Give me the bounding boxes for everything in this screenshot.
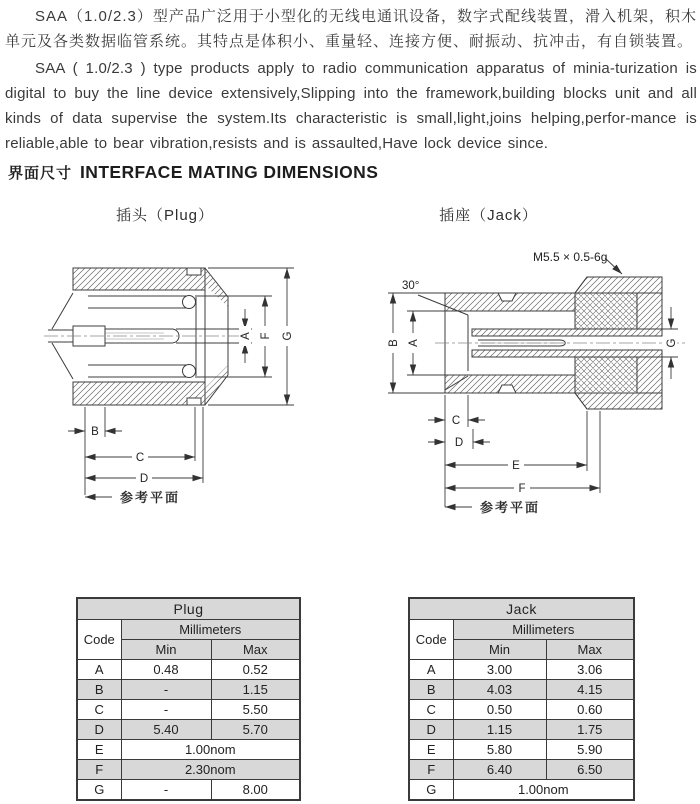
cell: 1.75 bbox=[546, 720, 634, 740]
table-row bbox=[409, 760, 634, 780]
table-row bbox=[409, 660, 634, 680]
cell: 5.70 bbox=[211, 720, 300, 740]
cell: C bbox=[409, 700, 453, 720]
table-row bbox=[77, 720, 300, 740]
cell: 1.15 bbox=[453, 720, 546, 740]
plug-header-min: Min bbox=[121, 640, 211, 660]
jack-dim-e-label: E bbox=[512, 460, 520, 472]
cell: - bbox=[121, 700, 211, 720]
cell: 0.48 bbox=[121, 660, 211, 680]
jack-dim-d-label: D bbox=[454, 437, 464, 449]
plug-diagram-label: 插头（Plug） bbox=[115, 207, 215, 224]
jack-header-unit: Millimeters bbox=[453, 620, 634, 640]
plug-table-title: Plug bbox=[77, 598, 300, 620]
plug-header-code: Code bbox=[77, 620, 121, 660]
jack-dim-a-label: A bbox=[408, 339, 420, 347]
jack-thread-spec-label: M5.5 × 0.5-6g bbox=[533, 250, 608, 264]
cell: F bbox=[409, 760, 453, 780]
table-row bbox=[77, 700, 300, 720]
plug-dim-f-label: F bbox=[260, 332, 272, 340]
table-row bbox=[77, 780, 300, 801]
intro-paragraph-zh: SAA（1.0/2.3）型产品广泛用于小型化的无线电通讯设备，数字式配线装置，滑入机架，积木单元及各类数据临管系统。其特点是体积小、重量轻、连接方便、耐振动、抗冲击，有自锁装置。 bbox=[5, 8, 697, 50]
jack-dim-b-label: B bbox=[388, 339, 400, 347]
cell: G bbox=[409, 780, 453, 801]
table-row bbox=[77, 680, 300, 700]
jack-body-outline bbox=[418, 258, 662, 409]
table-row bbox=[409, 740, 634, 760]
jack-reference-plane-label: 参考平面 bbox=[480, 500, 541, 515]
table-row bbox=[77, 660, 300, 680]
cell: B bbox=[77, 680, 121, 700]
plug-dim-b-label: B bbox=[91, 426, 99, 438]
plug-dim-c-label: C bbox=[135, 452, 145, 464]
cell: 2.30nom bbox=[121, 760, 300, 780]
plug-header-max: Max bbox=[211, 640, 300, 660]
cell: 8.00 bbox=[211, 780, 300, 801]
cell: 0.50 bbox=[453, 700, 546, 720]
cell: 1.15 bbox=[211, 680, 300, 700]
jack-cross-section-drawing bbox=[350, 245, 700, 530]
cell: 3.06 bbox=[546, 660, 634, 680]
cell: 4.15 bbox=[546, 680, 634, 700]
jack-table-title: Jack bbox=[409, 598, 634, 620]
cell: 0.52 bbox=[211, 660, 300, 680]
plug-cross-section-drawing bbox=[0, 245, 350, 530]
table-row bbox=[77, 740, 300, 760]
cell: A bbox=[77, 660, 121, 680]
intro-paragraph-en: SAA ( 1.0/2.3 ) type products apply to radio communication apparatus of minia-turization is digital to buy the line device extensively,Slipping into the framework,building blocks unit and all kinds of data supervise the system.Its characteristic is small,light,joins helping,perfor-mance is reliable,able to bear vibration,resists and is assaulted,Have lock device since. bbox=[5, 60, 697, 152]
cell: 6.40 bbox=[453, 760, 546, 780]
cell: D bbox=[77, 720, 121, 740]
cell: B bbox=[409, 680, 453, 700]
cell: 1.00nom bbox=[121, 740, 300, 760]
cell: E bbox=[77, 740, 121, 760]
cell: 4.03 bbox=[453, 680, 546, 700]
table-row bbox=[409, 700, 634, 720]
cell: 3.00 bbox=[453, 660, 546, 680]
cell: G bbox=[77, 780, 121, 801]
plug-reference-plane-label: 参考平面 bbox=[120, 490, 181, 505]
plug-body-outline bbox=[48, 268, 228, 405]
cell: F bbox=[77, 760, 121, 780]
plug-dim-a-label: A bbox=[240, 332, 252, 340]
jack-header-code: Code bbox=[409, 620, 453, 660]
plug-dim-g-label: G bbox=[282, 331, 294, 341]
table-row bbox=[409, 780, 634, 801]
cell: C bbox=[77, 700, 121, 720]
cell: 5.90 bbox=[546, 740, 634, 760]
jack-header-min: Min bbox=[453, 640, 546, 660]
jack-chamfer-angle-label: 30° bbox=[402, 280, 420, 292]
section-heading bbox=[8, 162, 378, 183]
cell: - bbox=[121, 680, 211, 700]
cell: 1.00nom bbox=[453, 780, 634, 801]
table-row bbox=[409, 720, 634, 740]
cell: 6.50 bbox=[546, 760, 634, 780]
section-heading-en: INTERFACE MATING DIMENSIONS bbox=[80, 162, 379, 182]
jack-diagram-label: 插座（Jack） bbox=[439, 207, 538, 224]
table-row bbox=[77, 760, 300, 780]
cell: E bbox=[409, 740, 453, 760]
cell: 0.60 bbox=[546, 700, 634, 720]
jack-dim-g-label: G bbox=[666, 338, 678, 348]
jack-header-max: Max bbox=[546, 640, 634, 660]
cell: 5.50 bbox=[211, 700, 300, 720]
section-heading-zh: 界面尺寸 bbox=[8, 165, 73, 182]
cell: A bbox=[409, 660, 453, 680]
table-row bbox=[409, 680, 634, 700]
cell: 5.40 bbox=[121, 720, 211, 740]
cell: - bbox=[121, 780, 211, 801]
cell: 5.80 bbox=[453, 740, 546, 760]
jack-dim-f-label: F bbox=[518, 483, 526, 495]
plug-spec-table bbox=[76, 597, 301, 801]
plug-dim-d-label: D bbox=[139, 473, 149, 485]
jack-dim-c-label: C bbox=[451, 415, 461, 427]
jack-spec-table bbox=[408, 597, 635, 801]
plug-header-unit: Millimeters bbox=[121, 620, 300, 640]
cell: D bbox=[409, 720, 453, 740]
